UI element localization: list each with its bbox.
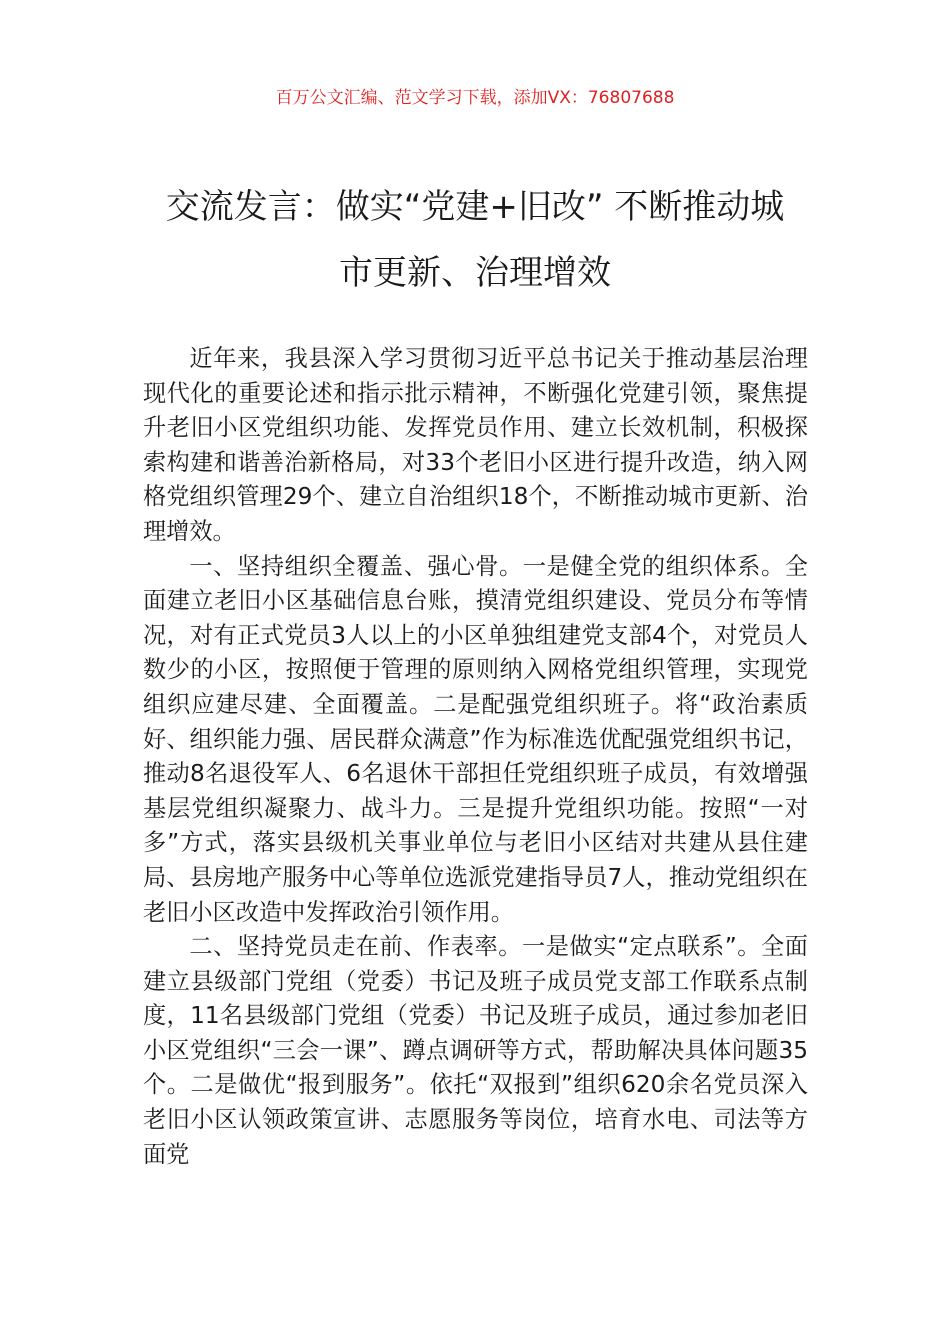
title-line-2: 市更新、治理增效 — [339, 253, 611, 293]
paragraph-intro: 近年来，我县深入学习贯彻习近平总书记关于推动基层治理现代化的重要论述和指示批示精神，不断强化党建引领，聚焦提升老旧小区党组织功能、发挥党员作用、建立长效机制，积极探索构建和谐善治新格局，对33个老旧小区进行提升改造，纳入网格党组织管理29个、建立自治组织18个，不断推动城市更新、治理增效。 — [143, 345, 808, 545]
header-watermark: 百万公文汇编、范文学习下载，添加VX：76807688 — [275, 88, 675, 108]
title-line-1: 交流发言：做实“党建+旧改” 不断推动城 — [165, 187, 785, 227]
document-body — [143, 342, 808, 1172]
document-title — [120, 174, 830, 306]
paragraph-section-1: 一、坚持组织全覆盖、强心骨。一是健全党的组织体系。全面建立老旧小区基础信息台账，摸清党组织建设、党员分布等情况，对有正式党员3人以上的小区单独组建党支部4个，对党员人数少的小区，按照便于管理的原则纳入网格党组织管理，实现党组织应建尽建、全面覆盖。二是配强党组织班子。将“政治素质好、组织能力强、居民群众满意”作为标准选优配强党组织书记，推动8名退役军人、6名退休干部担任党组织班子成员，有效增强基层党组织凝聚力、战斗力。三是提升党组织功能。按照“一对多”方式，落实县级机关事业单位与老旧小区结对共建从县住建局、县房地产服务中心等单位选派党建指导员7人，推动党组织在老旧小区改造中发挥政治引领作用。 — [143, 552, 808, 926]
paragraph-section-2: 二、坚持党员走在前、作表率。一是做实“定点联系”。全面建立县级部门党组（党委）书记及班子成员党支部工作联系点制度，11名县级部门党组（党委）书记及班子成员，通过参加老旧小区党组织“三会一课”、蹲点调研等方式，帮助解决具体问题35个。二是做优“报到服务”。依托“双报到”组织620余名党员深入老旧小区认领政策宣讲、志愿服务等岗位，培育水电、司法等方面党 — [143, 933, 808, 1168]
